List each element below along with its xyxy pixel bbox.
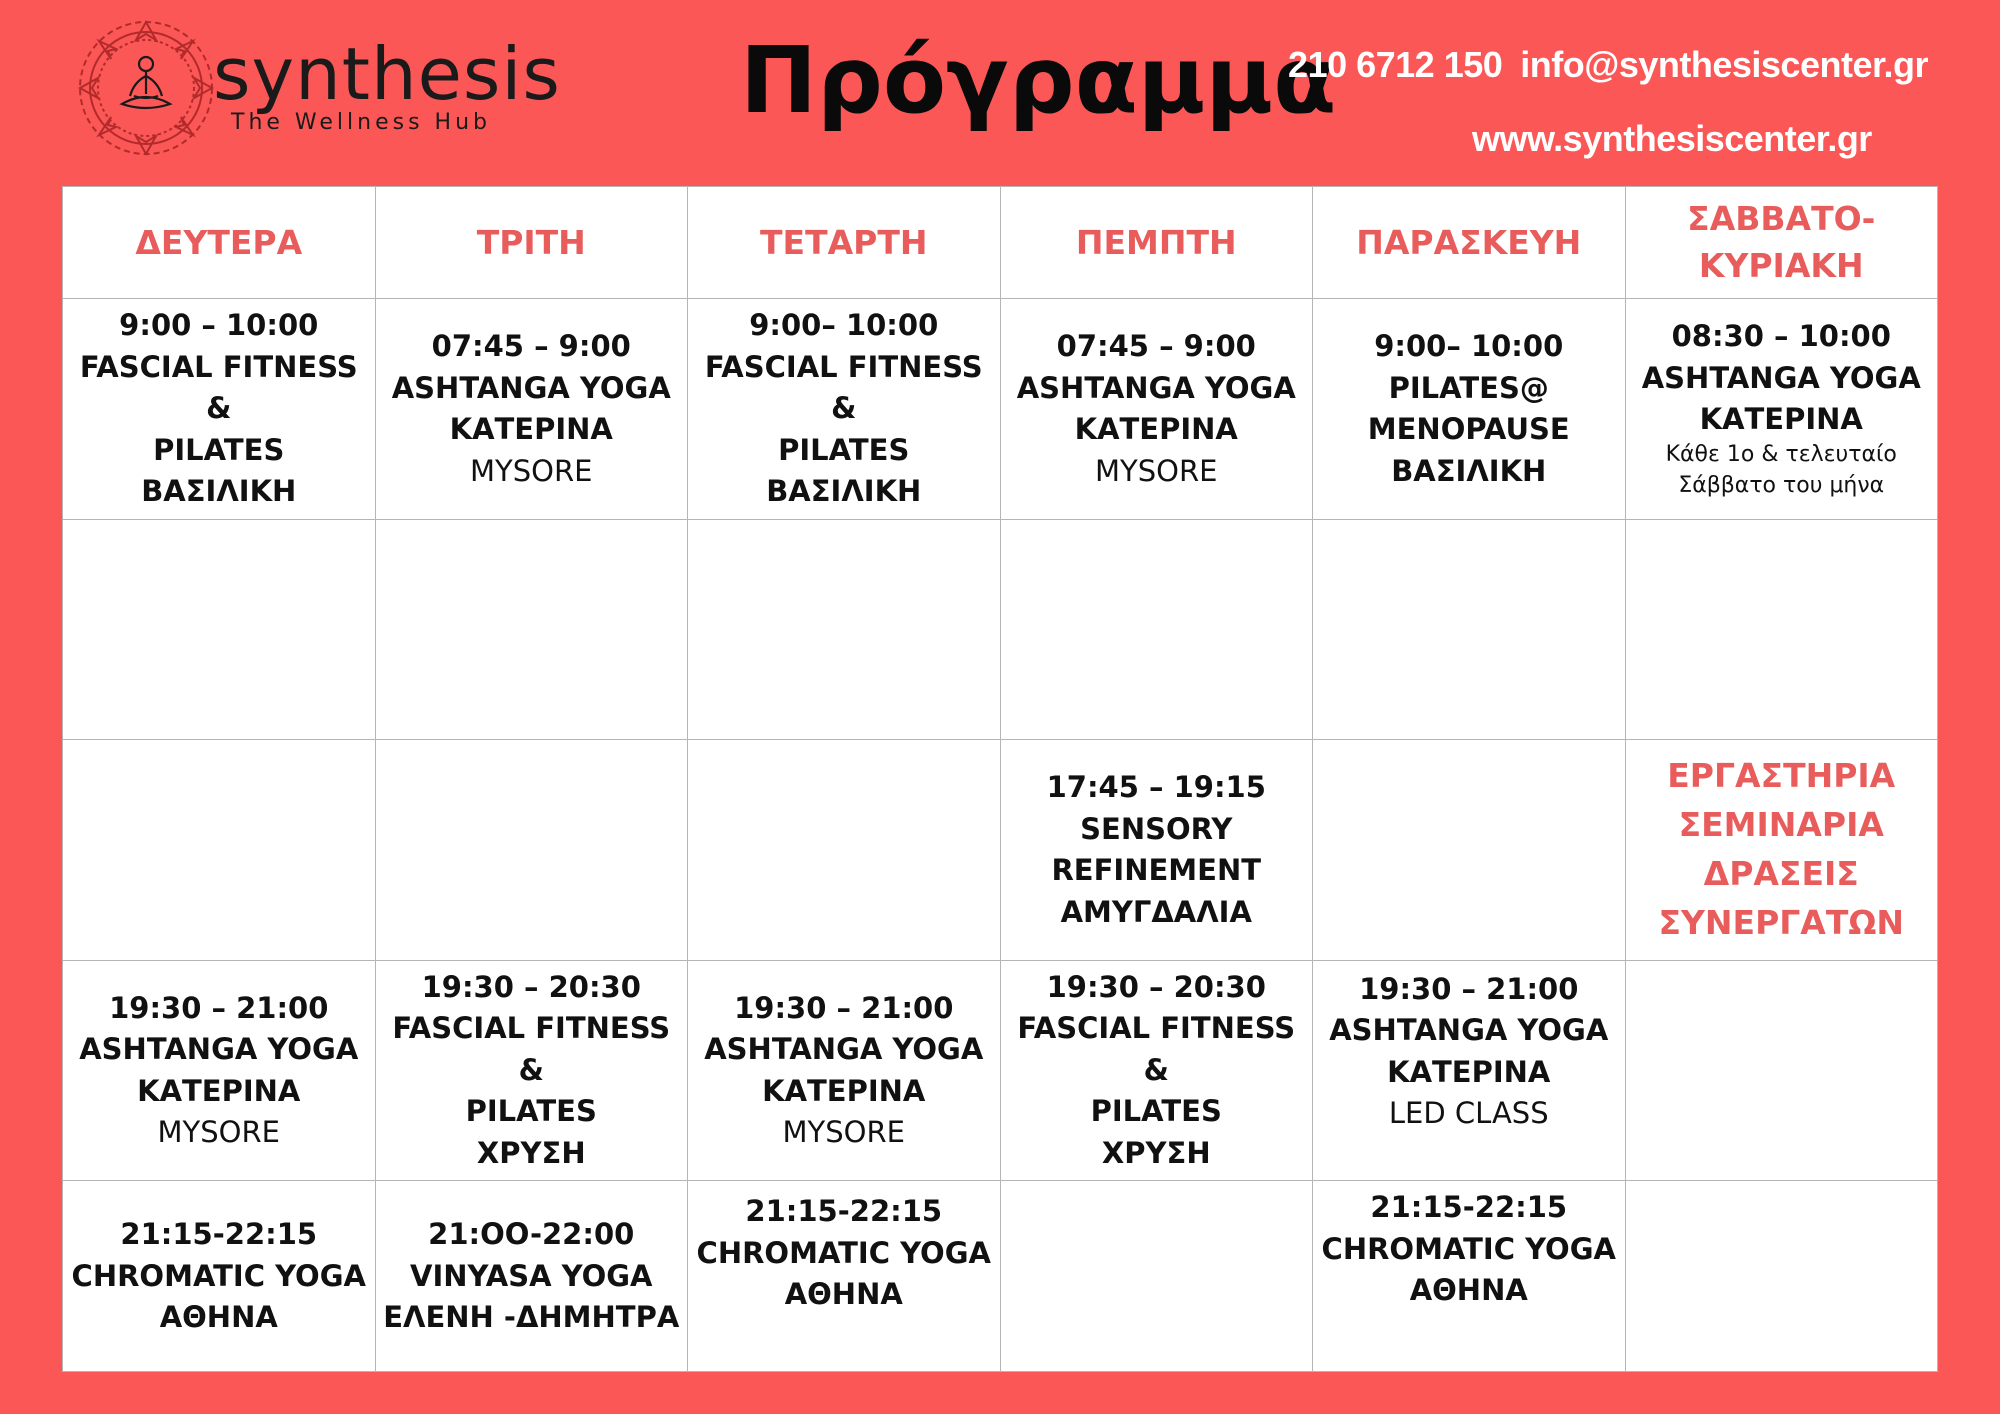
empty-cell [63, 519, 376, 740]
page-title: Πρόγραμμα [740, 27, 1337, 134]
class-cell[interactable] [688, 299, 1001, 520]
class-teacher: ΧΡΥΣΗ [476, 1135, 586, 1170]
class-name-line2: PILATES [778, 432, 910, 467]
class-time: 07:45 – 9:00 [1056, 329, 1256, 364]
class-time: 21:OO-22:00 [428, 1217, 635, 1252]
class-name: ASHTANGA YOGA [391, 370, 671, 405]
class-name: PILATES@ [1388, 370, 1549, 405]
class-name: FASCIAL FITNESS & [79, 349, 358, 426]
empty-cell [1625, 519, 1938, 740]
day-header-row [63, 187, 1938, 299]
day-header-friday: ΠΑΡΑΣΚΕΥΗ [1313, 187, 1626, 299]
schedule-row-late [63, 1181, 1938, 1372]
class-name-line2: PILATES [153, 432, 285, 467]
class-name: ASHTANGA YOGA [704, 1032, 984, 1067]
class-cell[interactable] [688, 960, 1001, 1181]
class-name: FASCIAL FITNESS & [704, 349, 983, 426]
class-time: 17:45 – 19:15 [1046, 770, 1266, 805]
class-cell[interactable] [688, 1181, 1001, 1372]
class-cell[interactable] [63, 1181, 376, 1372]
class-time: 19:30 – 20:30 [1046, 970, 1266, 1005]
class-teacher: ΒΑΣΙΛΙΚΗ [766, 474, 922, 509]
class-time: 08:30 – 10:00 [1671, 319, 1891, 354]
class-style: LED CLASS [1388, 1096, 1549, 1131]
class-name: ASHTANGA YOGA [1016, 370, 1296, 405]
class-cell[interactable] [375, 1181, 688, 1372]
class-name: SENSORY [1080, 811, 1233, 846]
empty-cell [688, 519, 1001, 740]
class-cell[interactable] [1313, 299, 1626, 520]
class-name: VINYASA YOGA [410, 1258, 653, 1293]
class-name-line2: PILATES [465, 1094, 597, 1129]
class-cell[interactable] [1000, 299, 1313, 520]
class-time: 9:00– 10:00 [749, 308, 939, 343]
class-teacher: ΚΑΤΕΡΙΝΑ [1074, 412, 1238, 447]
class-cell[interactable] [1000, 740, 1313, 961]
schedule-row-midday [63, 519, 1938, 740]
class-teacher: ΑΘΗΝΑ [1409, 1273, 1528, 1308]
phone-number[interactable]: 210 6712 150 [1288, 44, 1503, 85]
class-time: 9:00– 10:00 [1374, 329, 1564, 364]
empty-cell [688, 740, 1001, 961]
class-note-line2: Σάββατο του μήνα [1678, 473, 1885, 499]
workshops-cell[interactable] [1625, 740, 1938, 961]
empty-cell [1313, 740, 1626, 961]
class-style: MYSORE [1095, 453, 1218, 488]
class-cell[interactable] [1313, 960, 1626, 1181]
empty-cell [1000, 519, 1313, 740]
class-name: FASCIAL FITNESS & [1017, 1011, 1296, 1087]
contact-info [1270, 44, 1928, 86]
class-time: 07:45 – 9:00 [431, 329, 631, 364]
empty-cell [375, 519, 688, 740]
class-style: MYSORE [782, 1115, 905, 1150]
class-teacher: ΑΜΥΓΔΑΛΙΑ [1060, 894, 1252, 929]
workshops-label: ΕΡΓΑΣΤΗΡΙΑ [1667, 756, 1896, 796]
empty-cell [375, 740, 688, 961]
class-time: 21:15-22:15 [120, 1217, 318, 1252]
day-header-wednesday: ΤΕΤΑΡΤΗ [688, 187, 1001, 299]
class-teacher: ΧΡΥΣΗ [1101, 1135, 1211, 1170]
class-teacher: ΚΑΤΕΡΙΝΑ [1387, 1054, 1551, 1089]
class-cell[interactable] [1313, 1181, 1626, 1372]
class-time: 21:15-22:15 [745, 1194, 943, 1229]
class-cell[interactable] [63, 299, 376, 520]
class-name: CHROMATIC YOGA [1321, 1231, 1616, 1266]
day-header-tuesday: ΤΡΙΤΗ [375, 187, 688, 299]
class-name: ASHTANGA YOGA [1641, 360, 1921, 395]
seminars-label: ΣΕΜΙΝΑΡΙΑ [1678, 805, 1884, 845]
class-name: CHROMATIC YOGA [71, 1258, 366, 1293]
class-name: ASHTANGA YOGA [79, 1032, 359, 1067]
class-name-line2: MENOPAUSE [1367, 412, 1570, 447]
schedule-row-afternoon [63, 740, 1938, 961]
class-cell[interactable] [375, 299, 688, 520]
logo-wordmark: synthesis [213, 32, 561, 116]
class-name: ASHTANGA YOGA [1329, 1013, 1609, 1048]
empty-cell [1313, 519, 1626, 740]
class-teacher: ΚΑΤΕΡΙΝΑ [762, 1073, 926, 1108]
class-cell[interactable] [1000, 960, 1313, 1181]
class-time: 19:30 – 21:00 [734, 990, 954, 1025]
class-note: Κάθε 1ο & τελευταίο [1665, 442, 1897, 468]
day-header-monday: ΔΕΥΤΕΡΑ [63, 187, 376, 299]
class-teacher: ΒΑΣΙΛΙΚΗ [1391, 453, 1547, 488]
class-name: CHROMATIC YOGA [696, 1235, 991, 1270]
schedule-row-morning [63, 299, 1938, 520]
class-style: MYSORE [470, 453, 593, 488]
schedule-table [62, 186, 1938, 1372]
partners-label: ΣΥΝΕΡΓΑΤΩΝ [1658, 902, 1905, 942]
class-time: 19:30 – 20:30 [421, 970, 641, 1005]
logo-tagline: The Wellness Hub [231, 110, 491, 135]
empty-cell [1000, 1181, 1313, 1372]
day-header-weekend [1625, 187, 1938, 299]
day-header-sunday: ΚΥΡΙΑΚΗ [1698, 245, 1864, 285]
class-time: 9:00 – 10:00 [119, 308, 319, 343]
empty-cell [63, 740, 376, 961]
actions-label: ΔΡΑΣΕΙΣ [1703, 854, 1859, 894]
class-style: MYSORE [157, 1115, 280, 1150]
class-teacher: ΚΑΤΕΡΙΝΑ [1699, 401, 1863, 436]
class-teacher: ΑΘΗΝΑ [159, 1299, 278, 1334]
empty-cell [1625, 1181, 1938, 1372]
website-link[interactable]: www.synthesiscenter.gr [1472, 118, 1872, 159]
day-header-saturday: ΣΑΒΒΑΤΟ- [1687, 199, 1876, 239]
class-name-line2: PILATES [1090, 1094, 1222, 1129]
class-cell[interactable] [375, 960, 688, 1181]
email-address[interactable]: info@synthesiscenter.gr [1520, 44, 1928, 85]
empty-cell [1625, 960, 1938, 1181]
class-name: FASCIAL FITNESS & [392, 1011, 671, 1087]
class-name-line2: REFINEMENT [1051, 853, 1262, 888]
class-cell[interactable] [1625, 299, 1938, 520]
class-teacher: ΚΑΤΕΡΙΝΑ [449, 412, 613, 447]
class-time: 21:15-22:15 [1370, 1190, 1568, 1225]
class-time: 19:30 – 21:00 [1359, 971, 1579, 1006]
class-time: 19:30 – 21:00 [109, 990, 329, 1025]
class-teacher: ΚΑΤΕΡΙΝΑ [137, 1073, 301, 1108]
schedule-row-evening [63, 960, 1938, 1181]
day-header-thursday: ΠΕΜΠΤΗ [1000, 187, 1313, 299]
header [0, 0, 2000, 186]
class-teacher: ΑΘΗΝΑ [784, 1277, 903, 1312]
class-teacher: ΒΑΣΙΛΙΚΗ [141, 474, 297, 509]
class-cell[interactable] [63, 960, 376, 1181]
class-teacher: ΕΛΕΝΗ -ΔΗΜΗΤΡΑ [383, 1299, 680, 1334]
logo [78, 16, 561, 166]
